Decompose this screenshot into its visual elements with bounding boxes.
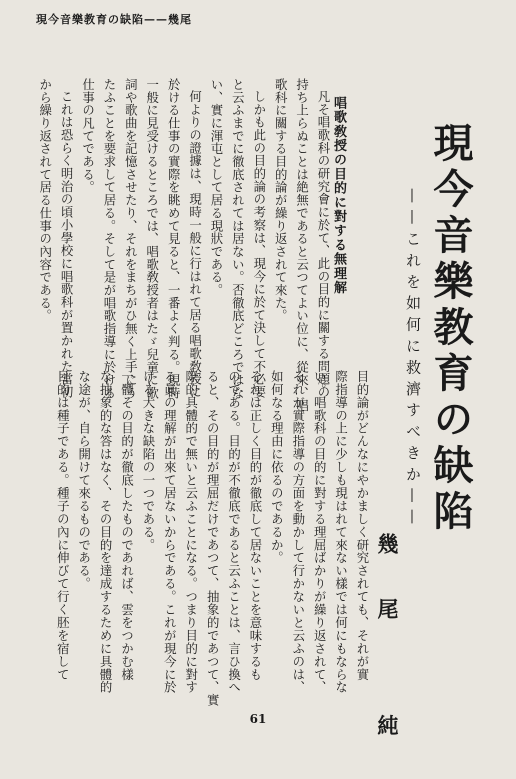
text-line: 目的は種子である。種子の內に伸びて行く胚を宿して — [55, 370, 71, 681]
bottom-text-block — [55, 370, 373, 707]
text-line: たふことを要求して居る。そして是が唱歌指導に於ける — [101, 78, 117, 400]
text-line: と云ふまでに徹底されては居ない。否徹底どころではな — [230, 78, 246, 400]
text-line: な抽象的な答はなく、その目的を達成するために具體的 — [98, 370, 114, 694]
text-line: 一般に見受けるところでは、唱歌敎授者はたゞ兒童に歌 — [144, 78, 160, 400]
text-line: 凡そ唱歌科の研究會に於て、此の目的に關する問題の — [316, 90, 331, 399]
author-name: 幾尾 純 — [375, 533, 400, 779]
text-line: しかも此の目的論の考察は、現今に於て決して不必要 — [251, 90, 267, 399]
article-title: 現今音樂教育の缺陷 — [427, 122, 474, 536]
article-subtitle: ——これを如何に救濟すべきか—— — [404, 188, 422, 531]
text-line: ると、その目的が理屈だけであつて、抽象的であつて、實 — [205, 370, 221, 707]
running-header: 現今音樂教育の缺陷——幾尾 — [36, 13, 192, 26]
section-heading: 唱歌敎授の目的に對する無理解 — [331, 96, 346, 295]
text-line: 歌科に關する目的論が繰り返されて來た。 — [273, 78, 289, 323]
text-line: のである。目的が不徹底であると云ふことは、言ひ換へ — [226, 370, 242, 694]
text-line: る眞の理解が出來て居ないからである。これが現今に於 — [162, 370, 178, 694]
text-line: 如何なる理由に依るのであるか。 — [269, 370, 285, 565]
page-number: 61 — [249, 712, 267, 726]
text-line: それは正しく目的が徹底して居ないことを意味するも — [247, 370, 263, 681]
text-line: 一體その目的が徹底したものであれば、雲をつかむ樣 — [119, 370, 135, 681]
text-line: な途が、自ら開けて來るものである。 — [76, 370, 92, 591]
text-line: 於ける仕事の實際を眺めて見ると、一番よく判る。現時 — [166, 78, 182, 400]
text-line: 何よりの證據は、現時一般に行はれて居る唱歌敎授に — [187, 90, 203, 399]
text-line: ける大きな缺陷の一つである。 — [140, 370, 156, 552]
text-line: それが實際指導の方面を動かして行かないと云ふのは、 — [290, 370, 306, 694]
text-line: 詞や歌曲を記憶させたり、それをまちがひ無く上手にう — [123, 78, 139, 400]
text-line: から繰り返されて居る仕事の內容である。 — [37, 78, 53, 323]
text-line: 際指導の上に少しも現はれて來ない樣では何にもならな — [333, 370, 349, 694]
text-line: い。唱歌科の目的に對する理屈ばかりが繰り返されて、 — [312, 370, 328, 694]
text-line: 目的論がどんなにやかましく研究されても、それが實 — [355, 370, 370, 681]
text-line: 持ち上らぬことは絶無であると云つてよい位に、從來、唱 — [294, 78, 310, 413]
text-line: い、實に渾屯として居る現狀である。 — [208, 78, 224, 297]
text-line: 際的具體的で無いと云ふことになる。つまり目的に對す — [183, 370, 199, 694]
text-line: これは恐らく明治の頃小學校に唱歌科が置かれた當初 — [59, 90, 75, 399]
text-line: 仕事の凡てである。 — [80, 78, 96, 194]
left-text-block — [34, 78, 334, 413]
